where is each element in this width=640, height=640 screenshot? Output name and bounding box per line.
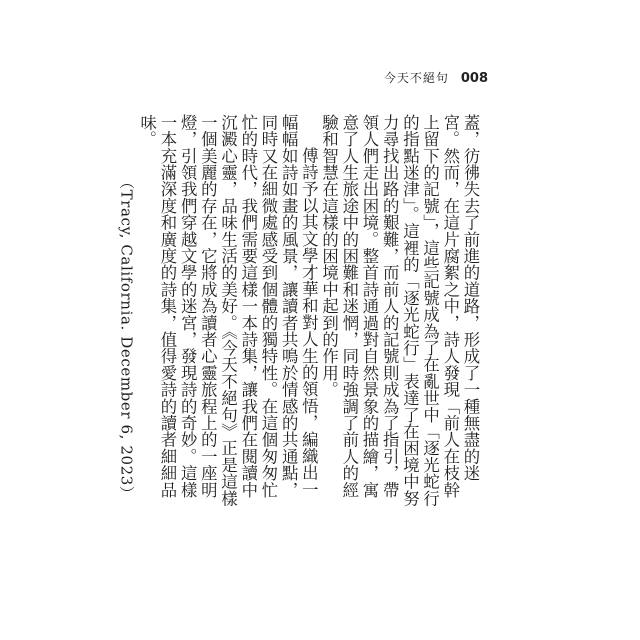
page-number: 008 bbox=[460, 71, 488, 86]
running-head bbox=[384, 69, 488, 86]
book-title: 今天不絕句 bbox=[383, 71, 449, 85]
body-text bbox=[102, 114, 480, 514]
signature-line: （Tracy, California. December 6, 2023） bbox=[117, 174, 136, 502]
paragraph-2: 傅詩予以其文學才華和對人生的領悟，編織出一幅幅如詩如畫的風景，讓讀者共鳴於情感的共通點，同時又在細微處感受到個體的獨特性。在這個匆匆忙忙的時代，我們需要這樣一本詩集，讓我們在閱讀中沉澱心靈，品味生活的美好。《今天不絕句》正是這樣一個美麗的存在，它將成為讀者心靈旅程上的一座明燈，引領我們穿越文學的迷宮，發現詩的奇妙。這樣一本充滿深度和廣度的詩集，值得愛詩的讀者細細品味。 bbox=[137, 114, 319, 507]
paragraph-1: 蓋，彷彿失去了前進的道路，形成了一種無盡的迷宮。然而，在這片腐絮之中，詩人發現「前人在枝幹上留下的記號」，這些記號成為了在亂世中「逐光蛇行的指點迷津」。這裡的「逐光蛇行」表達了在困境中努力尋找出路的艱難，而前人的記號則成為了指引，帶領人們走出困境。整首詩通過對自然景象的描繪，寓意了人生旅途中的困難和迷惘，同時強調了前人的經驗和智慧在這樣的困境中起到的作用。 bbox=[319, 114, 480, 507]
